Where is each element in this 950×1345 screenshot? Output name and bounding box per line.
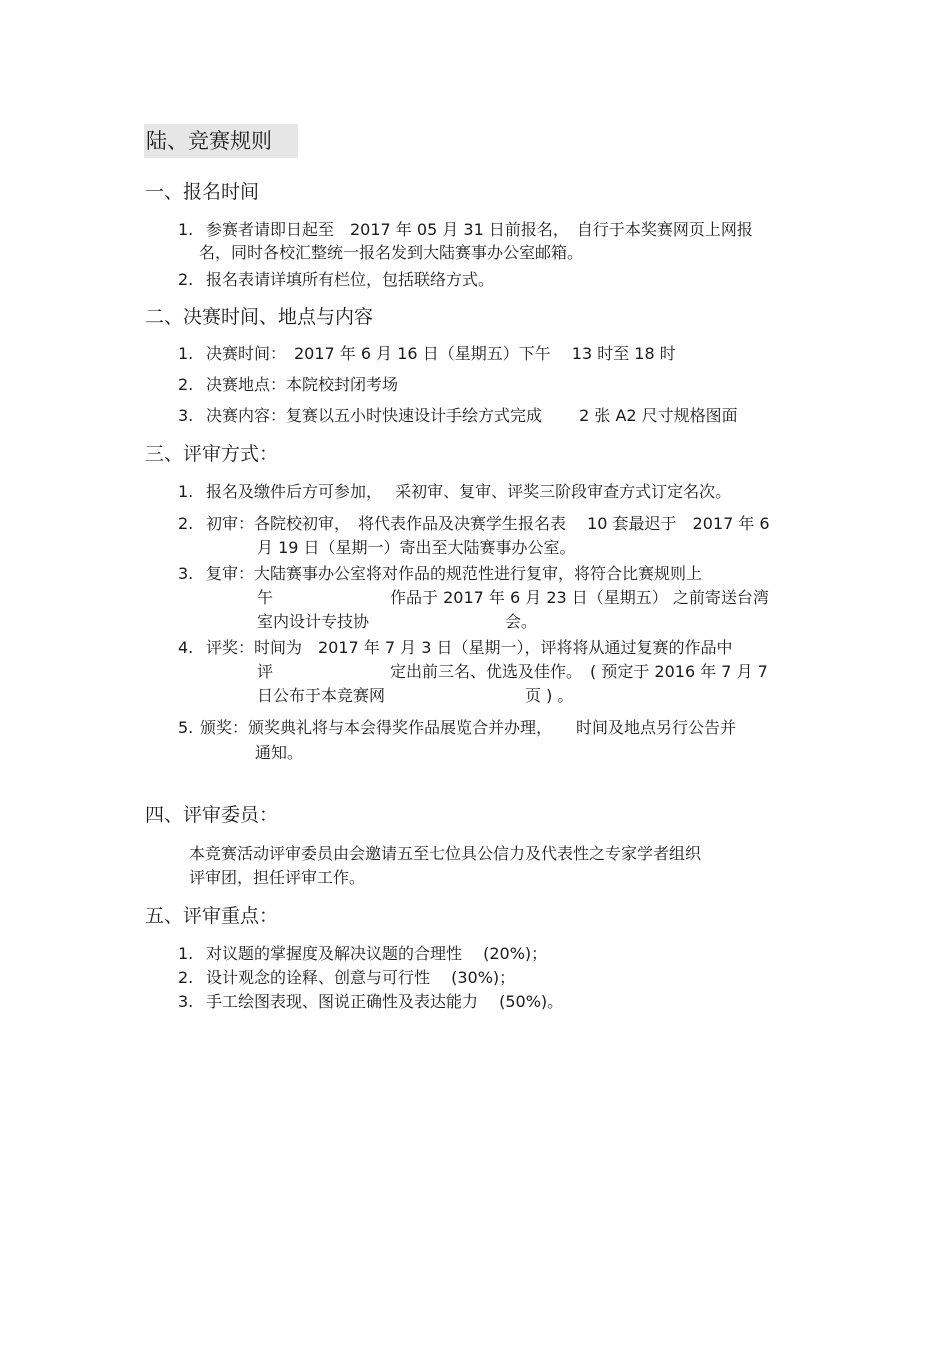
list-item-text: 页 ) 。 (525, 686, 574, 705)
paragraph-text: 本竞赛活动评审委员由会邀请五至七位具公信力及代表性之专家学者组织 (189, 844, 702, 863)
list-item-text: 决赛地点：本院校封闭考场 (206, 375, 399, 394)
page-title: 陆、竞赛规则 (144, 124, 298, 158)
list-item-text: 午 (257, 588, 274, 607)
list-item-number: 2. (178, 375, 194, 394)
list-item-number: 3. (178, 564, 194, 583)
list-item-text: 日公布于本竞赛网 (257, 686, 386, 705)
section-heading-review: 三、评审方式： (145, 443, 279, 465)
list-item-text: 作品于 2017 年 6 月 23 日（星期五） 之前寄送台湾 (390, 588, 769, 607)
section-heading-criteria: 五、评审重点： (145, 905, 279, 927)
list-item-text: 评 (257, 662, 274, 681)
list-item-text: 评奖：时间为 2017 年 7 月 3 日（星期一），评将将从通过复赛的作品中 (206, 638, 733, 657)
list-item-text: 手工绘图表现、图说正确性及表达能力 (50%)。 (206, 992, 564, 1011)
list-item-number: 3. (178, 992, 194, 1011)
list-item-number: 1. (178, 944, 194, 963)
list-item-number: 3. (178, 406, 194, 425)
list-item-number: 1. (178, 220, 194, 239)
section-heading-registration: 一、报名时间 (145, 181, 260, 203)
list-item-number: 5. (178, 718, 194, 737)
list-item-number: 1. (178, 344, 194, 363)
section-heading-judges: 四、评审委员： (145, 804, 279, 826)
list-item-number: 4. (178, 638, 194, 657)
paragraph-text: 评审团，担任评审工作。 (189, 868, 366, 887)
list-item-number: 2. (178, 968, 194, 987)
list-item-number: 1. (178, 482, 194, 501)
list-item-text: 复审：大陆赛事办公室将对作品的规范性进行复审，将符合比赛规则上 (206, 564, 703, 583)
list-item-text: 名，同时各校汇整统一报名发到大陆赛事办公室邮箱。 (199, 243, 584, 262)
list-item-text: 设计观念的诠释、创意与可行性 (30%)； (206, 968, 516, 987)
list-item-text: 室内设计专技协 (257, 612, 370, 631)
list-item-text: 决赛时间： 2017 年 6 月 16 日（星期五）下午 13 时至 18 时 (206, 344, 676, 363)
list-item-text: 定出前三名、优选及佳作。 ( 预定于 2016 年 7 月 7 (390, 662, 768, 681)
list-item-text: 参赛者请即日起至 2017 年 05 月 31 日前报名， 自行于本奖赛网页上网报 (206, 220, 753, 239)
list-item-text: 决赛内容：复赛以五小时快速设计手绘方式完成 2 张 A2 尺寸规格图面 (206, 406, 738, 425)
list-item-text: 会。 (505, 612, 538, 631)
section-heading-final: 二、决赛时间、地点与内容 (145, 306, 374, 328)
list-item-text: 颁奖：颁奖典礼将与本会得奖作品展览合并办理， 时间及地点另行公告并 (200, 718, 737, 737)
list-item-text: 初审：各院校初审， 将代表作品及决赛学生报名表 10 套最迟于 2017 年 6 (206, 514, 770, 533)
list-item-text: 通知。 (255, 743, 304, 762)
list-item-number: 2. (178, 270, 194, 289)
list-item-text: 月 19 日（星期一）寄出至大陆赛事办公室。 (257, 538, 576, 557)
list-item-text: 对议题的掌握度及解决议题的合理性 (20%)； (206, 944, 548, 963)
list-item-text: 报名表请详填所有栏位，包括联络方式。 (206, 270, 495, 289)
list-item-text: 报名及缴件后方可参加， 采初审、复审、评奖三阶段审查方式订定名次。 (206, 482, 732, 501)
list-item-number: 2. (178, 514, 194, 533)
